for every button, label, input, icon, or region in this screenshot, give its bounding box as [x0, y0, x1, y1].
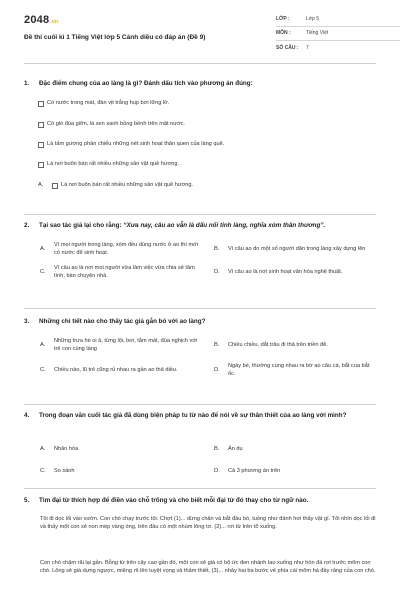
question-4	[24, 412, 376, 421]
question-2	[24, 222, 376, 231]
choice-d[interactable]	[214, 265, 376, 280]
choice-a[interactable]	[40, 446, 202, 454]
choices-grid	[24, 242, 376, 280]
meta-value: Tiếng Việt	[306, 30, 329, 37]
logo-tld: .vn	[50, 19, 59, 25]
choice-letter: B.	[214, 341, 220, 348]
question-text-plain: Tại sao tác giả lại cho rằng:	[39, 222, 124, 229]
question-text	[39, 222, 325, 231]
choice-letter: C.	[40, 366, 46, 373]
checkbox-icon[interactable]	[38, 162, 44, 168]
choice-d[interactable]	[214, 363, 376, 378]
meta-row-subject	[276, 27, 400, 41]
choice-c[interactable]	[40, 265, 202, 280]
choice-letter: B.	[214, 446, 220, 452]
choice-a[interactable]	[40, 242, 202, 257]
question-text: Tìm đại từ thích hợp để điền vào chỗ trống và cho biết mỗi đại từ đó thay cho từ ngữ nào.	[39, 497, 309, 504]
question-text: Trong đoạn văn cuối tác giả đã dùng biện pháp tu từ nào để nói về sự thân thiết của ao làng với mình?	[39, 412, 347, 419]
choice-c[interactable]	[40, 363, 202, 378]
question-3	[24, 318, 376, 327]
checkbox-icon[interactable]	[38, 142, 44, 148]
divider	[24, 404, 376, 405]
choice-b[interactable]	[214, 338, 376, 353]
document-title: Đề thi cuối kì 1 Tiếng Việt lớp 5 Cánh diều có đáp án (Đề 9)	[24, 34, 206, 41]
site-logo[interactable]	[24, 13, 58, 28]
choice-d[interactable]	[214, 468, 376, 476]
page-header	[24, 0, 376, 64]
question-heading	[24, 497, 376, 506]
option-text: Có gió đùa giỡn, lá sen xanh bồng bềnh trên mặt nước.	[47, 121, 185, 127]
answer-row	[24, 182, 376, 190]
choice-text: Vì câu ao là nơi sinh hoạt văn hóa nghệ thuật.	[228, 268, 343, 275]
question-text: Đặc điểm chung của ao làng là gì? Đánh dấu tích vào phương án đúng:	[39, 80, 253, 87]
choice-letter: D.	[214, 467, 220, 474]
choice-letter: D.	[214, 268, 220, 275]
option-row	[24, 161, 376, 169]
choice-text: Ẩn dụ	[228, 446, 243, 453]
exam-meta-table	[276, 13, 400, 55]
choice-text: Những trưa hè oi ả, từng lội, bơi, tắm mát, đùa nghịch với trẻ con cùng làng	[54, 338, 198, 352]
choice-letter: D.	[214, 366, 220, 373]
logo-main: 2048	[24, 14, 50, 26]
divider	[24, 488, 376, 489]
passage-paragraph-2	[24, 560, 376, 575]
choice-b[interactable]	[214, 242, 376, 257]
question-heading	[24, 318, 376, 327]
question-text: Những chi tiết nào cho thấy tác giả gắn bó với ao làng?	[39, 318, 206, 325]
choice-a[interactable]	[40, 338, 202, 353]
meta-row-question-count	[276, 41, 400, 55]
choices-grid	[24, 338, 376, 378]
option-row	[24, 141, 376, 149]
option-text: Là nơi buôn bán rất nhiều những sản vật quê hương.	[47, 161, 180, 167]
choice-letter: A.	[38, 182, 44, 188]
choice-letter: B.	[214, 245, 220, 252]
checkbox-icon[interactable]	[38, 101, 44, 107]
question-heading	[24, 80, 376, 89]
option-row	[24, 100, 376, 108]
choice-text: Vì câu ao do một số người dân trong làng xây dựng lên	[228, 245, 366, 252]
question-number: 2.	[24, 222, 30, 229]
question-heading	[24, 222, 376, 231]
paragraph-text: Con chó chậm rãi lại gần. Bỗng từ trên cây cao gần đó, một con sẻ già có bộ ức đen nhánh lao xuống như hòn đá rơi trước mõm con chó. Lông sẻ già dựng ngược, miệng rít lên tuyệt vọng và thảm thiết. (3)... nhảy hai ba bước về phía cái mõm há đầy răng của con chó.	[40, 560, 376, 574]
choice-c[interactable]	[40, 468, 202, 476]
checkbox-icon[interactable]	[52, 183, 58, 189]
choice-b[interactable]	[214, 446, 376, 454]
meta-value: 7	[306, 44, 309, 51]
choice-letter: A.	[40, 245, 46, 252]
meta-key: MÔN :	[276, 30, 291, 37]
question-number: 5.	[24, 497, 30, 504]
choice-text: Chiều nào, lũ trẻ cũng rủ nhau ra gần ao thả diều.	[54, 366, 178, 373]
question-number: 1.	[24, 80, 30, 87]
checkbox-icon[interactable]	[38, 122, 44, 128]
choice-text: Vì mọi người trong làng, xóm đều dùng nước ở ao thì mới có nước để sinh hoạt.	[54, 242, 199, 256]
choice-letter: A.	[40, 446, 46, 452]
option-text: Là tấm gương phản chiếu những nét sinh hoạt thân quen của làng quê.	[47, 141, 225, 147]
meta-key: LỚP :	[276, 16, 290, 23]
meta-key: SỐ CÂU :	[276, 44, 299, 51]
question-5	[24, 497, 376, 506]
choice-text: Cả 3 phương án trên	[228, 467, 281, 474]
question-number: 3.	[24, 318, 30, 325]
option-text: Có nước trong mát, đàn vịt trắng hụp bơi lững lờ.	[47, 100, 170, 106]
choice-text: Vì câu ao là nơi mọi người vừa làm việc vừa chia sẻ tâm tình, bàn chuyện nhà.	[54, 265, 195, 279]
meta-row-grade	[276, 13, 400, 27]
question-number: 4.	[24, 412, 30, 419]
choice-text: So sánh	[54, 467, 75, 474]
choice-text: Chiều chiều, dắt trâu đi thả trên triền đê.	[228, 341, 328, 348]
meta-value: Lớp 5	[306, 16, 320, 23]
answer-text: Là nơi buôn bán rất nhiều những sản vật quê hương.	[61, 182, 194, 189]
choice-text: Ngày bé, thường cùng nhau ra bờ ao câu cá, bắt cua bắt ốc.	[228, 363, 370, 377]
choice-letter: C.	[40, 467, 46, 474]
question-1	[24, 80, 376, 89]
question-heading	[24, 412, 376, 421]
choice-letter: A.	[40, 341, 46, 348]
question-quote: “Xưa nay, câu ao vẫn là dấu nối tinh làng, nghĩa xóm thân thương”.	[123, 222, 326, 229]
paragraph-text: Tôi đi dọc lối vào vườn. Con chó chạy trước tôi. Chợt (1)... dừng chân và bắt đầu bò, tuồng như đánh hơi thấy vật gì. Tôi nhìn dọc lối đi và thấy một con sẻ non mép vàng óng, trên đầu có một nhúm lông tơ. (2)... rơi từ trên tổ xuống.	[40, 516, 376, 530]
option-row	[24, 121, 376, 129]
divider	[24, 214, 376, 215]
choice-letter: C.	[40, 268, 46, 275]
divider	[24, 308, 376, 309]
choices-grid	[24, 446, 376, 476]
passage-paragraph-1	[24, 516, 376, 531]
choice-text: Nhân hóa	[54, 446, 79, 453]
